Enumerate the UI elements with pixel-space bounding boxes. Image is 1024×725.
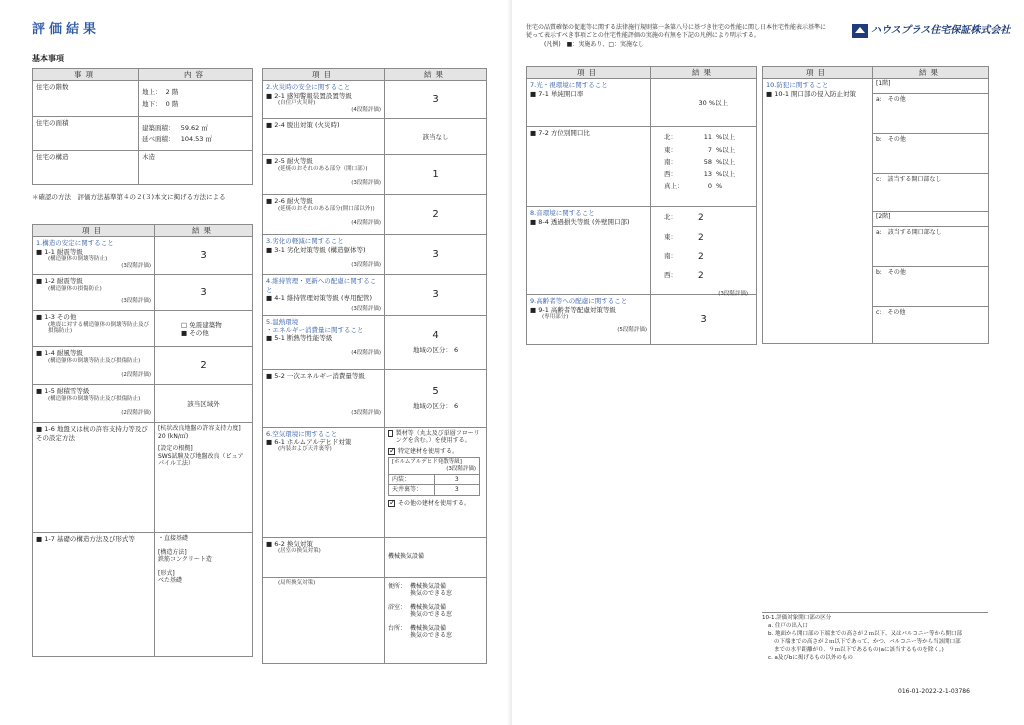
item-2-4-value: 該当なし bbox=[385, 119, 487, 155]
item-1-1-title: ■ 1-1 耐震等級 bbox=[36, 247, 83, 256]
basic-header-item: 事項 bbox=[33, 69, 139, 81]
item-8-4-level: (3段階評価) bbox=[718, 291, 748, 297]
checkbox-other bbox=[388, 500, 395, 507]
item-2-1-level: (4段階評価) bbox=[351, 106, 381, 113]
item-4-1-value: 3 bbox=[385, 275, 487, 315]
section7-9-table bbox=[526, 66, 757, 345]
s5-category: 5.温熱環境 bbox=[266, 317, 299, 326]
item-5-1-grade: 4 bbox=[432, 329, 439, 341]
item-3-1-title: ■ 3-1 劣化対策等級 (構造躯体等) bbox=[266, 245, 366, 254]
item-3-1-value: 3 bbox=[385, 235, 487, 275]
item-2-6-sub: (延焼のおそれのある部分(開口部以外)) bbox=[278, 205, 375, 212]
floor2-a: a: 該当する開口部なし bbox=[873, 226, 988, 266]
item-2-4-title: ■ 2-4 脱出対策 (火災時) bbox=[266, 121, 340, 130]
item-8-4-title: ■ 8-4 透過損失等級 (外壁開口部) bbox=[530, 217, 630, 226]
item-1-4 bbox=[33, 347, 155, 385]
s10-category: 10.防犯に関すること bbox=[766, 81, 829, 90]
floors-below-value: 0 階 bbox=[165, 99, 179, 108]
area-building-value: 59.62 ㎡ bbox=[180, 124, 208, 133]
footnote-b3: までの水平距離が０．９ｍ以下であるもの(aに該当するものを除く。) bbox=[774, 646, 944, 653]
item-2-6-value: 2 bbox=[385, 195, 487, 235]
item-5-1-title: ■ 5-1 断熱等性能等級 bbox=[266, 333, 333, 342]
direction-row bbox=[654, 233, 753, 244]
item-1-3-value bbox=[155, 311, 253, 347]
item-1-1 bbox=[33, 237, 155, 275]
item-1-4-title: ■ 1-4 耐風等級 bbox=[36, 349, 83, 358]
basic-header-content: 内容 bbox=[139, 69, 253, 81]
direction-value: 7 bbox=[707, 145, 712, 154]
item-5-2-title: ■ 5-2 一次エネルギー消費量等級 bbox=[266, 371, 365, 380]
checkbox-lumber bbox=[388, 430, 393, 437]
bath-v2: 換気のできる窓 bbox=[410, 611, 453, 619]
item-2-1-sub: (自住戸火災時) bbox=[278, 99, 316, 106]
direction-row bbox=[654, 133, 753, 141]
item-7-2-title: ■ 7-2 方位別開口比 bbox=[530, 129, 590, 138]
footnote-c: c. a及びbに掲げるもの以外のもの bbox=[768, 654, 853, 661]
item-1-2-sub: (構造躯体の損傷防止) bbox=[48, 285, 102, 292]
floors-label: 住宅の階数 bbox=[33, 81, 139, 117]
item-2-6-level: (4段階評価) bbox=[351, 220, 381, 227]
item-5-1-region: 地域の区分： 6 bbox=[412, 346, 459, 355]
item-2-1-title: ■ 2-1 感知警報装置設置等級 bbox=[266, 91, 352, 100]
structure-label: 住宅の構造 bbox=[33, 151, 139, 185]
s6-category: 6.空気環境に関すること bbox=[266, 429, 338, 438]
item-1-4-level: (2段階評価) bbox=[121, 372, 151, 379]
document-number: 016-01-2022-2-1-03786 bbox=[898, 688, 970, 695]
floor2-label: [2階] bbox=[876, 213, 891, 221]
s5-category2: ・エネルギー消費量に関すること bbox=[266, 325, 364, 334]
header-line1: 住宅の品質確保の促進等に関する法律施行規則第一条第八号に基づき住宅の性能に関し日本住宅性能表示基準に bbox=[526, 24, 827, 31]
direction-list-7 bbox=[654, 133, 753, 190]
direction-label: 南： bbox=[664, 251, 677, 260]
section1-table bbox=[32, 224, 253, 657]
floor1-block bbox=[873, 79, 988, 211]
item-7-2 bbox=[527, 127, 651, 207]
grade-label: [ホルムアルデヒド発散等級] bbox=[392, 459, 462, 466]
s10-header-result: 結果 bbox=[873, 67, 989, 79]
direction-value: 2 bbox=[698, 213, 704, 224]
item-10-1 bbox=[763, 79, 873, 344]
item-4-1-level: (3段階評価) bbox=[351, 305, 381, 312]
item-3-1 bbox=[263, 235, 385, 275]
item-2-5 bbox=[263, 155, 385, 195]
item-5-2-level: (3段階評価) bbox=[351, 409, 381, 416]
inner-value: 3 bbox=[434, 474, 480, 485]
direction-row bbox=[654, 170, 753, 178]
floor1-a: a: その他 bbox=[873, 93, 988, 133]
item-1-2-title: ■ 1-2 耐震等級 bbox=[36, 277, 83, 286]
item-6-1-value bbox=[385, 427, 487, 537]
direction-label: 西： bbox=[664, 169, 677, 178]
direction-unit: %以上 bbox=[716, 133, 736, 142]
grade-level: (3段階評価) bbox=[446, 466, 476, 472]
direction-row bbox=[654, 213, 753, 224]
item-6-2-sub: (居室の換気対策) bbox=[278, 547, 321, 554]
direction-value: 13 bbox=[703, 169, 712, 178]
basic-note: ＊確認の方法 評価方法基準第４の２(３)本文に掲げる方法による bbox=[32, 193, 226, 201]
floor1-c: c: 該当する開口部なし bbox=[873, 173, 988, 211]
company-name: ハウスプラス住宅保証株式会社 bbox=[871, 24, 1011, 36]
item-1-6-v3: [設定の根拠] bbox=[158, 445, 193, 453]
item-7-2-value bbox=[651, 127, 757, 207]
item-1-2-level: (3段階評価) bbox=[121, 298, 151, 305]
right-page bbox=[512, 0, 1024, 725]
item-1-6-title: ■ 1-6 地盤又は杭の許容支持力等及びその設定方法 bbox=[36, 425, 148, 442]
item-5-1-level: (4段階評価) bbox=[351, 350, 381, 356]
section10-table bbox=[762, 66, 989, 344]
direction-value: 2 bbox=[698, 271, 704, 282]
item-1-7-v3: 鉄筋コンクリート造 bbox=[158, 556, 212, 564]
opt-specific: 特定建材を使用する。 bbox=[398, 447, 459, 455]
direction-row bbox=[654, 182, 753, 190]
item-7-1-value: 30 %以上 bbox=[651, 79, 757, 127]
item-1-7 bbox=[33, 533, 155, 657]
direction-unit: % bbox=[716, 181, 723, 190]
item-8-4 bbox=[527, 207, 651, 295]
direction-unit: %以上 bbox=[716, 157, 736, 166]
s7-header-result: 結果 bbox=[651, 67, 757, 79]
footnote-b2: の下端までの高さが２ｍ以下であって、かつ、バルコニー等から当該開口部 bbox=[774, 638, 961, 645]
item-2-5-level: (3段階評価) bbox=[351, 180, 381, 187]
ceiling-value: 3 bbox=[434, 485, 480, 496]
s9-category: 9.高齢者等への配慮に関すること bbox=[530, 297, 628, 306]
direction-label: 真上： bbox=[664, 181, 684, 190]
area-label: 住宅の面積 bbox=[33, 117, 139, 151]
s10-header-item: 項目 bbox=[763, 67, 873, 79]
direction-row bbox=[654, 252, 753, 263]
section2-6-table bbox=[262, 68, 487, 664]
direction-value: 11 bbox=[703, 133, 712, 142]
item-1-6-value bbox=[155, 423, 253, 533]
item-6-1-title: ■ 6-1 ホルムアルデヒド対策 bbox=[266, 437, 352, 446]
item-1-4-value: 2 bbox=[155, 347, 253, 385]
item-5-1 bbox=[263, 315, 385, 369]
direction-unit: %以上 bbox=[716, 145, 736, 154]
item-4-1-title: ■ 4-1 維持管理対策等級 (専用配管) bbox=[266, 293, 373, 302]
item-1-3-title: ■ 1-3 その他 bbox=[36, 313, 77, 322]
toilet-v1: 機械換気設備 bbox=[410, 582, 447, 590]
item-5-2 bbox=[263, 369, 385, 427]
item-5-2-grade: 5 bbox=[432, 385, 439, 397]
direction-label: 北： bbox=[664, 213, 677, 222]
header-text bbox=[526, 24, 846, 49]
item-1-5-value: 該当区域外 bbox=[155, 385, 253, 423]
item-1-2-value: 3 bbox=[155, 275, 253, 311]
company-logo-icon bbox=[852, 24, 868, 38]
floors-above-label: 地上： bbox=[142, 88, 162, 97]
item-6-2-title: ■ 6-2 換気対策 bbox=[266, 539, 313, 548]
item-1-5-title: ■ 1-5 耐積雪等級 bbox=[36, 387, 90, 396]
s1-header-item: 項目 bbox=[33, 225, 155, 237]
item-1-5-level: (2段階評価) bbox=[121, 410, 151, 417]
item-1-4-sub: (構造躯体の倒壊等防止及び損傷防止) bbox=[48, 357, 141, 364]
item-9-1-value: 3 bbox=[651, 295, 757, 345]
direction-value: 58 bbox=[703, 157, 712, 166]
header-line2: 従って表示すべき事項ごとの住宅性能評価の実施の有無を下記の凡例により明示する。 bbox=[526, 31, 760, 39]
item-5-1-value bbox=[385, 315, 487, 369]
item-1-7-v1: ・直接基礎 bbox=[158, 535, 189, 543]
s4-category: 4.維持管理・更新への配慮に関すること bbox=[266, 277, 377, 294]
item-1-7-v5: べた基礎 bbox=[158, 577, 183, 585]
s2-header-result: 結果 bbox=[385, 69, 487, 81]
item-6-2 bbox=[263, 537, 385, 577]
footnote-title: 10-1.評価対象開口部の区分 bbox=[762, 615, 832, 621]
direction-label: 東： bbox=[664, 145, 677, 154]
item-9-1-level: (5段階評価) bbox=[617, 326, 647, 333]
item-6-3-value bbox=[385, 577, 487, 663]
item-6-1 bbox=[263, 427, 385, 537]
item-4-1 bbox=[263, 275, 385, 315]
direction-value: 2 bbox=[698, 251, 704, 262]
item-1-7-v4: [形式] bbox=[158, 569, 175, 577]
floor2-block bbox=[873, 211, 988, 343]
checkbox-specific bbox=[388, 448, 395, 455]
item-6-2-value: 機械換気設備 bbox=[385, 537, 487, 577]
area-floor-value: 104.53 ㎡ bbox=[180, 134, 213, 143]
kitchen-v1: 機械換気設備 bbox=[410, 624, 447, 632]
item-8-4-value bbox=[651, 207, 757, 295]
page-title: 評価結果 bbox=[32, 22, 101, 37]
item-5-2-region: 地域の区分： 6 bbox=[412, 402, 459, 411]
basic-heading: 基本事項 bbox=[32, 54, 64, 63]
direction-list-8 bbox=[654, 213, 753, 282]
company-logo bbox=[852, 24, 1010, 38]
formaldehyde-table bbox=[388, 457, 480, 496]
item-1-3-sub: (地震に対する構造躯体の倒壊等防止及び損傷防止) bbox=[48, 321, 150, 335]
floor2-b: b: その他 bbox=[873, 266, 988, 306]
item-2-5-value: 1 bbox=[385, 155, 487, 195]
basic-table bbox=[32, 68, 253, 185]
item-1-3-opt1: □ 免震建築物 bbox=[181, 320, 222, 329]
item-2-5-sub: (延焼のおそれのある部分（開口部）) bbox=[278, 165, 368, 172]
item-1-7-v2: [構造方法] bbox=[158, 548, 187, 556]
item-1-3-opt2: ■ その他 bbox=[181, 328, 209, 337]
item-2-4 bbox=[263, 119, 385, 155]
floor1-b: b: その他 bbox=[873, 133, 988, 173]
item-2-1 bbox=[263, 81, 385, 119]
item-1-1-sub: (構造躯体の倒壊等防止) bbox=[48, 255, 108, 262]
item-7-1 bbox=[527, 79, 651, 127]
structure-value: 木造 bbox=[139, 151, 253, 185]
kitchen-v2: 換気のできる窓 bbox=[410, 632, 453, 640]
toilet-v2: 換気のできる窓 bbox=[410, 590, 453, 598]
toilet-label: 便所： bbox=[388, 582, 407, 590]
s2-header-item: 項目 bbox=[263, 69, 385, 81]
item-1-5-sub: (構造躯体の倒壊等防止及び損傷防止) bbox=[48, 395, 141, 402]
direction-value: 0 bbox=[707, 181, 712, 190]
s7-header-item: 項目 bbox=[527, 67, 651, 79]
item-10-1-title: ■ 10-1 開口部の侵入防止対策 bbox=[766, 89, 857, 98]
area-value bbox=[139, 117, 253, 151]
item-1-6 bbox=[33, 423, 155, 533]
item-3-1-level: (3段階評価) bbox=[351, 261, 381, 268]
direction-row bbox=[654, 158, 753, 166]
item-2-6 bbox=[263, 195, 385, 235]
direction-label: 東： bbox=[664, 232, 677, 241]
direction-label: 南： bbox=[664, 157, 677, 166]
item-9-1 bbox=[527, 295, 651, 345]
item-1-2 bbox=[33, 275, 155, 311]
direction-unit: %以上 bbox=[716, 169, 736, 178]
item-10-1-value bbox=[873, 79, 989, 344]
floor1-label: [1階] bbox=[876, 80, 891, 88]
direction-label: 西： bbox=[664, 271, 677, 280]
item-6-3 bbox=[263, 577, 385, 663]
item-1-1-level: (3段階評価) bbox=[121, 262, 151, 269]
floor2-c: c: その他 bbox=[873, 306, 988, 344]
item-6-1-sub: (内装および天井裏等) bbox=[278, 445, 332, 452]
s1-header-result: 結果 bbox=[155, 225, 253, 237]
item-6-3-sub: (局所換気対策) bbox=[278, 579, 316, 586]
item-1-6-v2: 20 (kN/㎡) bbox=[158, 432, 189, 440]
floors-above-value: 2 階 bbox=[165, 88, 179, 97]
item-9-1-sub: (専用部分) bbox=[542, 313, 569, 320]
item-2-1-value: 3 bbox=[385, 81, 487, 119]
item-2-5-title: ■ 2-5 耐火等級 bbox=[266, 157, 313, 166]
opt-lumber: 製材等（丸太及び単層フローリングを含む。）を使用する。 bbox=[395, 429, 480, 445]
bath-label: 浴室： bbox=[388, 603, 407, 611]
item-5-2-value bbox=[385, 369, 487, 427]
item-1-7-value bbox=[155, 533, 253, 657]
item-9-1-title: ■ 9-1 高齢者等配慮対策等級 bbox=[530, 305, 616, 314]
kitchen-label: 台所： bbox=[388, 624, 407, 632]
item-1-3 bbox=[33, 311, 155, 347]
floors-value bbox=[139, 81, 253, 117]
area-floor-label: 延べ面積： bbox=[142, 134, 175, 143]
direction-label: 北： bbox=[664, 133, 677, 142]
item-1-6-v1: [杭状改良地盤の許容支持力度] bbox=[158, 425, 241, 433]
footnote-b1: b. 地面から開口部の下端までの高さが２ｍ以下、又はバルコニー等から開口部 bbox=[768, 630, 962, 637]
opt-other: その他の建材を使用する。 bbox=[398, 499, 471, 507]
s2-category: 2.火災時の安全に関すること bbox=[266, 83, 351, 92]
area-building-label: 建築面積： bbox=[142, 124, 175, 133]
item-1-5 bbox=[33, 385, 155, 423]
s1-category: 1.構造の安定に関すること bbox=[36, 239, 114, 248]
s7-category: 7.光・視環境に関すること bbox=[530, 81, 608, 90]
header-legend: (凡例) ■：実施あり、□：実施なし bbox=[544, 41, 645, 48]
bath-v1: 機械換気設備 bbox=[410, 603, 447, 611]
direction-row bbox=[654, 271, 753, 282]
footnote-a: a. 住戸の出入口 bbox=[768, 622, 808, 629]
inner-label: 内装： bbox=[389, 474, 435, 485]
s8-category: 8.音環境に関すること bbox=[530, 209, 595, 218]
item-2-6-title: ■ 2-6 耐火等級 bbox=[266, 197, 313, 206]
item-7-1-title: ■ 7-1 単純開口率 bbox=[530, 89, 584, 98]
item-1-1-value: 3 bbox=[155, 237, 253, 275]
s3-category: 3.劣化の軽減に関すること bbox=[266, 237, 344, 246]
ceiling-label: 天井裏等： bbox=[389, 485, 435, 496]
direction-value: 2 bbox=[698, 232, 704, 243]
footnote-box bbox=[762, 612, 988, 663]
floors-below-label: 地下： bbox=[142, 99, 162, 108]
item-1-7-title: ■ 1-7 基礎の構造方法及び形式等 bbox=[36, 535, 135, 544]
item-1-6-v4: SWS試験及び地盤改良（ピュアパイル工法） bbox=[158, 452, 244, 468]
direction-row bbox=[654, 146, 753, 154]
